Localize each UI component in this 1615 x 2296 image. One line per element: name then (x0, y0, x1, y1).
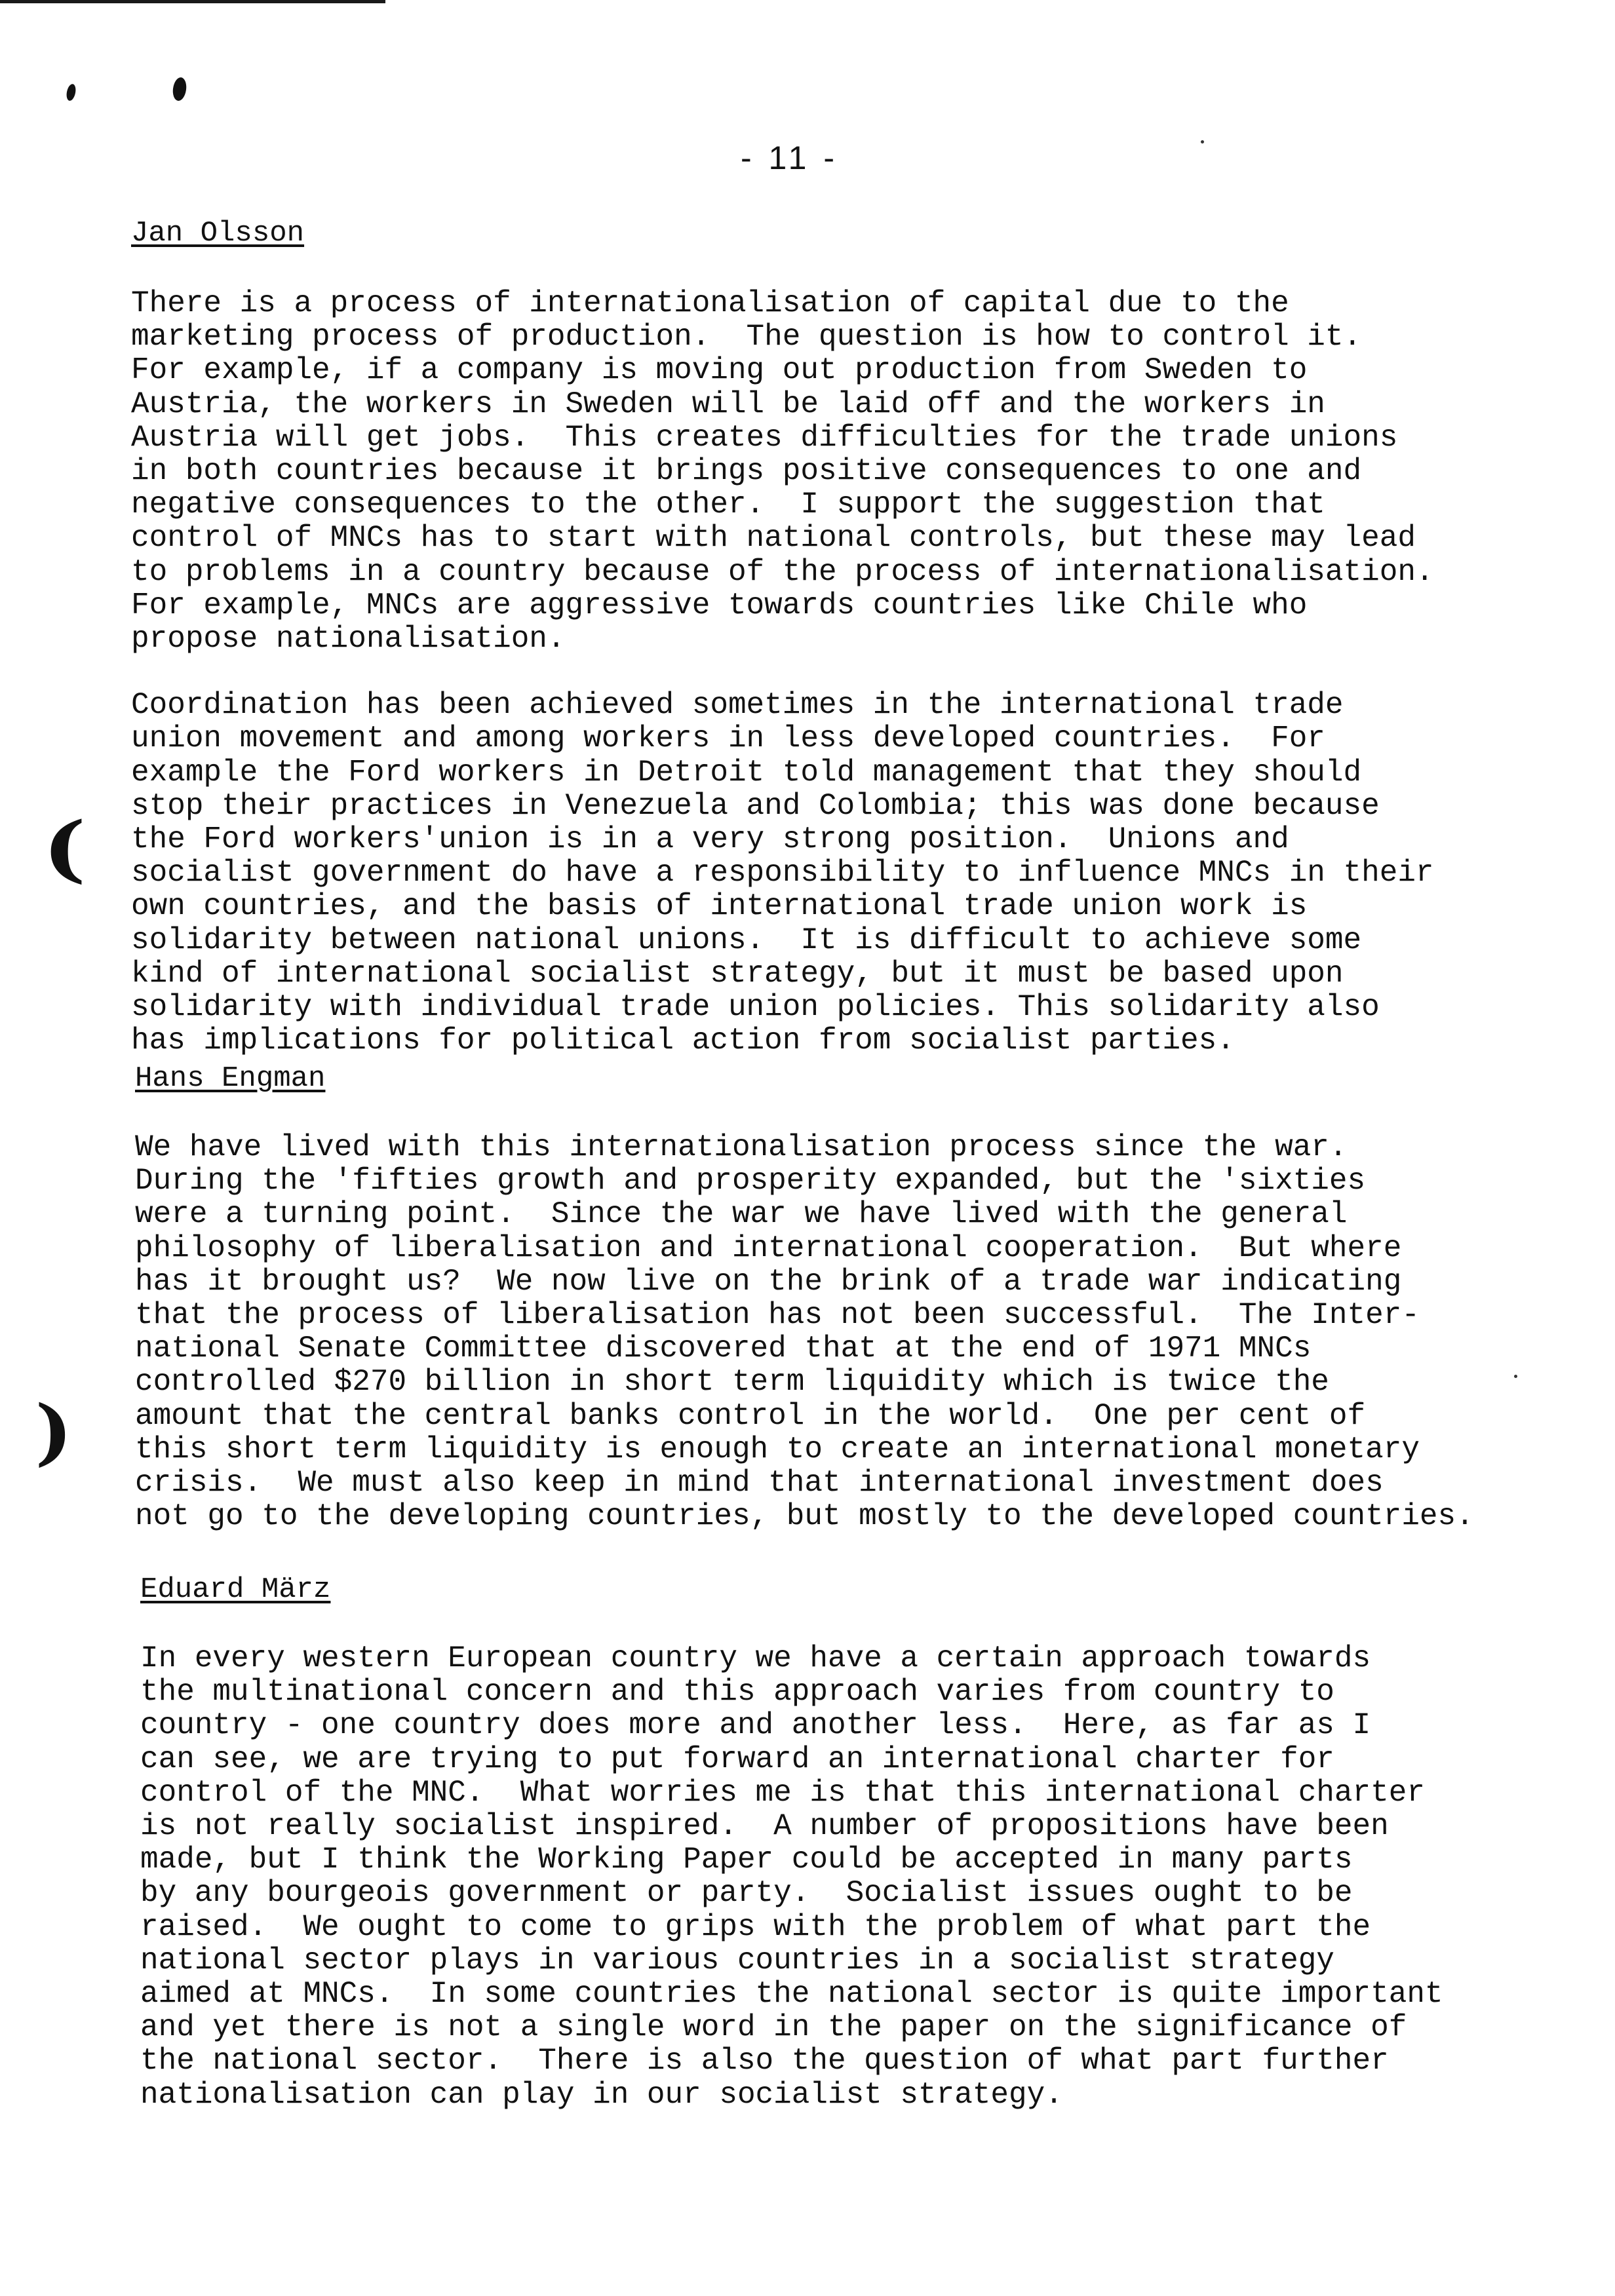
speaker-name: Hans Engman (135, 1062, 326, 1095)
punch-hole-mark (65, 83, 77, 102)
page-number: - 11 - (741, 140, 838, 176)
speaker-name: Jan Olsson (131, 217, 305, 250)
speaker-section-marz (140, 1573, 1556, 2112)
scan-speck (1201, 140, 1204, 144)
margin-bracket-mark: ( (42, 806, 87, 890)
margin-bracket-mark: ) (35, 1389, 73, 1474)
paragraph: Coordination has been achieved sometimes in the international trade union movement and among workers in less developed countries. For example the Ford workers in Detroit told management that they should stop their practices in Venezuela and Colombia; this was done because the Ford workers'union is in a very strong position. Unions and socialist government do have a responsibility to influence MNCs in their own countries, and the basis of international trade union work is solidarity between national unions. It is difficult to achieve some kind of international socialist strategy, but it must be based upon solidarity with individual trade union policies. This solidarity also has implications for political action from socialist parties. (131, 688, 1434, 1058)
paragraph: We have lived with this internationalisation process since the war. During the 'fifties growth and prosperity expanded, but the 'sixties were a turning point. Since the war we have lived with the general philosophy of liberalisation and international cooperation. But where has it brought us? We now live on the brink of a trade war indicating that the process of liberalisation has not been successful. The Inter- national Senate Committee discovered that at the end of 1971 MNCs controlled $270 billion in short term liquidity which is twice the amount that the central banks control in the world. One per cent of this short term liquidity is enough to create an international monetary crisis. We must also keep in mind that international investment does not go to the developing countries, but mostly to the developed countries. (135, 1130, 1474, 1534)
speaker-section-engman (135, 1062, 1551, 1533)
paragraph: There is a process of internationalisation of capital due to the marketing process of production. The question is how to control it. For example, if a company is moving out production from Sweden to Austria, the workers in Sweden will be laid off and the workers in Austria will get jobs. This creates difficulties for the trade unions in both countries because it brings positive consequences to one and negative consequences to the other. I support the suggestion that control of MNCs has to start with national controls, but these may lead to problems in a country because of the process of internationalisation. For example, MNCs are aggressive towards countries like Chile who propose nationalisation. (131, 286, 1434, 657)
top-rule (0, 0, 385, 3)
paragraph: In every western European country we have a certain approach towards the multinational concern and this approach varies from country to country - one country does more and another less. Here, as far as I can see, we are trying to put forward an international charter for control of the MNC. What worries me is that this international charter is not really socialist inspired. A number of propositions have been made, but I think the Working Paper could be accepted in many parts by any bourgeois government or party. Socialist issues ought to be raised. We ought to come to grips with the problem of what part the national sector plays in various countries in a socialist strategy aimed at MNCs. In some countries the national sector is quite important and yet there is not a single word in the paper on the significance of the national sector. There is also the question of what part further nationalisation can play in our socialist strategy. (140, 1641, 1443, 2112)
speaker-name: Eduard März (140, 1573, 331, 1606)
speaker-section-olsson (131, 216, 1547, 1058)
punch-hole-mark (172, 77, 188, 102)
scan-speck (1514, 1375, 1517, 1378)
